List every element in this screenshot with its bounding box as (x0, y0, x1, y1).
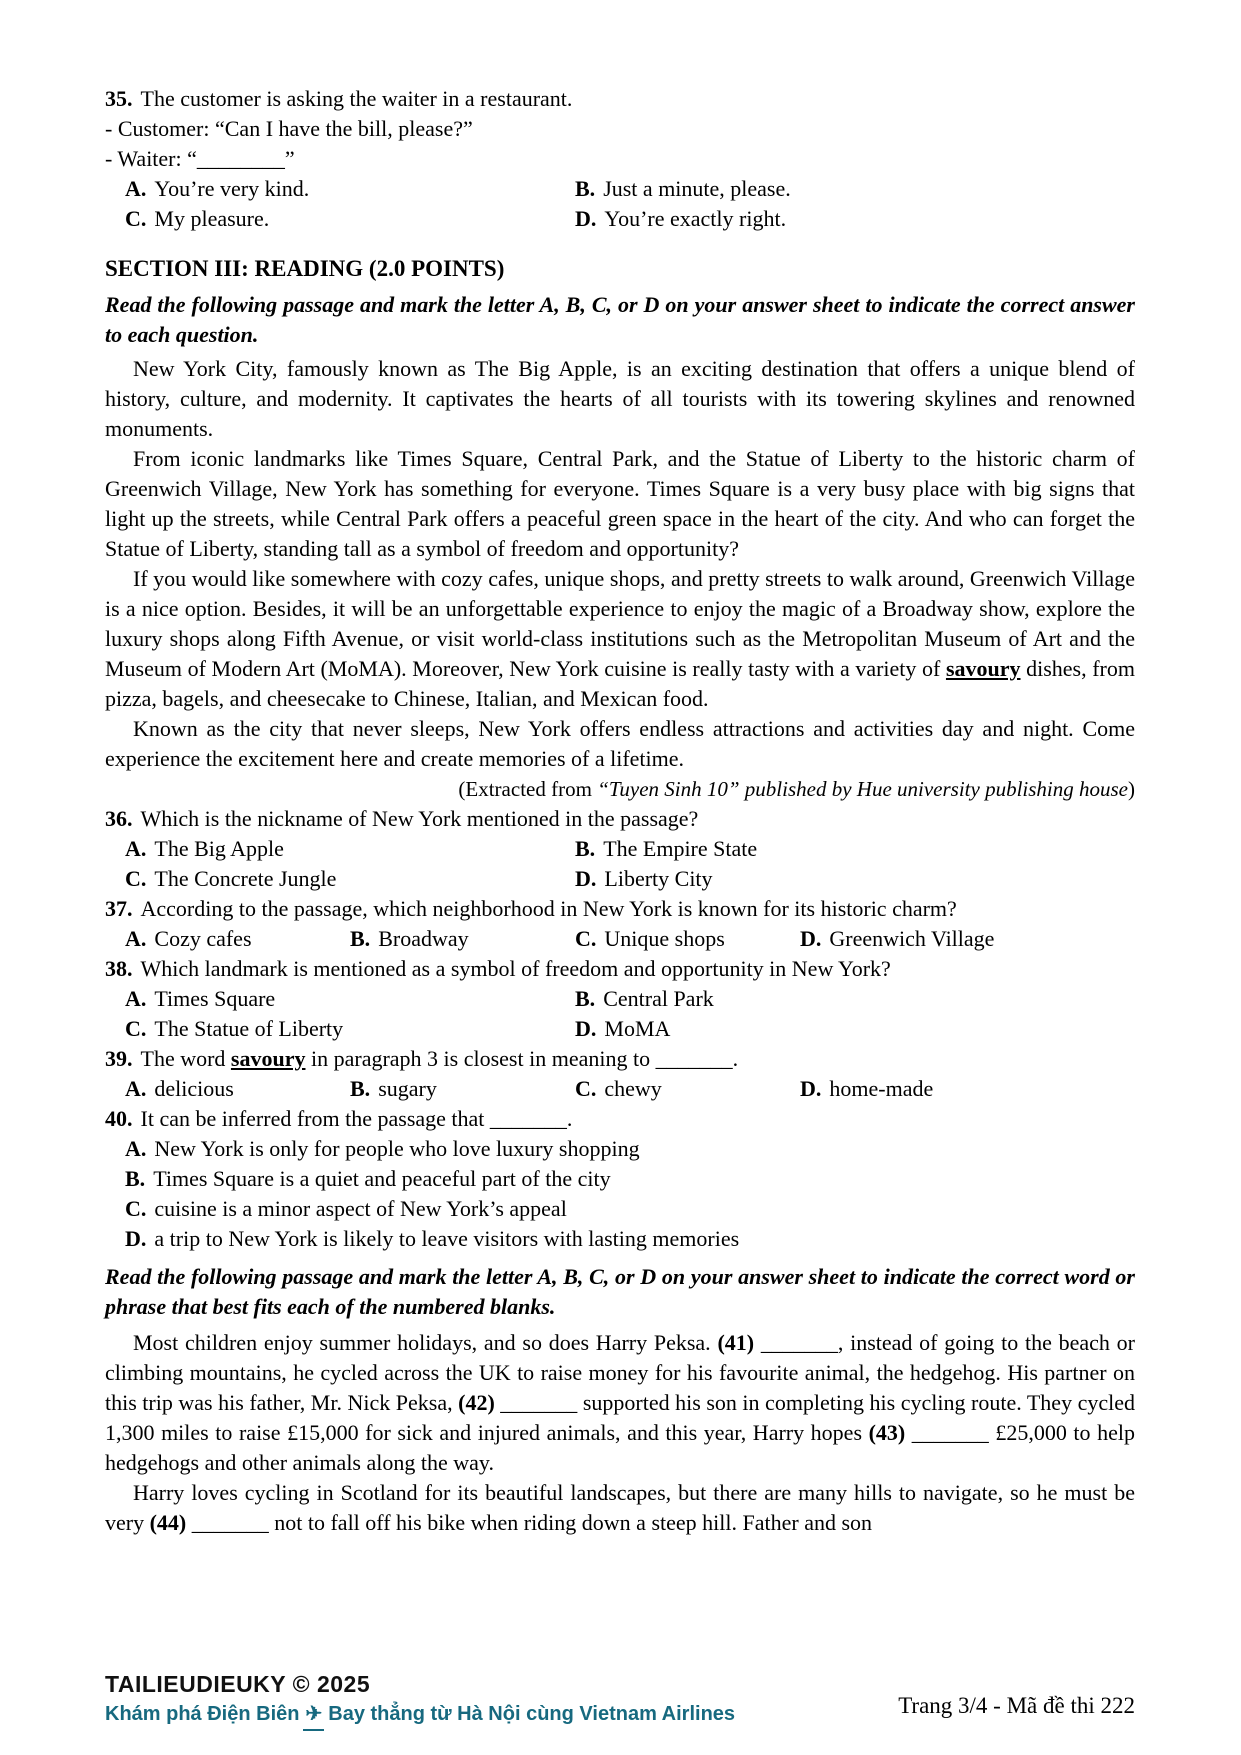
question-35 (105, 84, 1135, 234)
question-40 (105, 1104, 1135, 1254)
question-39-options (105, 1074, 1135, 1104)
blank-44: (44) (149, 1510, 187, 1535)
passage-paragraph-4: Known as the city that never sleeps, New York offers endless attractions and activities day and night. Come experience the excitement here and create memories of a lifetime. (105, 716, 1135, 771)
question-39-stem: 39. The word savoury in paragraph 3 is closest in meaning to _______. (105, 1046, 739, 1071)
question-35-stem (105, 84, 1135, 114)
dialogue-customer-line: - Customer: “Can I have the bill, please?” (105, 116, 473, 141)
blank-42: (42) (458, 1390, 495, 1415)
option-c: C. Unique shops (575, 926, 725, 951)
blank-43: (43) (868, 1420, 906, 1445)
option-b: B. Central Park (575, 986, 714, 1011)
question-38-options (105, 984, 1135, 1044)
question-number: 39. (105, 1046, 133, 1071)
question-number: 40. (105, 1106, 133, 1131)
option-d: D. MoMA (575, 1016, 671, 1041)
question-36-stem (105, 804, 1135, 834)
question-38-stem (105, 954, 1135, 984)
page-number: Trang 3/4 - Mã đề thi 222 (898, 1693, 1135, 1718)
question-36-options (105, 834, 1135, 894)
passage-paragraph-3: If you would like somewhere with cozy cafes, unique shops, and pretty streets to walk around, Greenwich Village is a nice option. Besides, it will be an unforgettable experience to enjoy the magic of a Broadway show, explore the luxury shops along Fifth Avenue, or visit world-class institutions such as the Metropolitan Museum of Art and the Museum of Modern Art (MoMA). Moreover, New York cuisine is really tasty with a variety of savoury dishes, from pizza, bagels, and cheesecake to Chinese, Italian, and Mexican food. (105, 566, 1135, 711)
question-number: 36. (105, 806, 133, 831)
option-a: A. delicious (125, 1076, 234, 1101)
section-title: SECTION III: READING (2.0 POINTS) (105, 256, 505, 281)
passage-paragraph-1: New York City, famously known as The Big Apple, is an exciting destination that offers a unique blend of history, culture, and modernity. It captivates the hearts of all tourists with its towering skylines and renowned monuments. (105, 356, 1135, 441)
option-b: B. Broadway (350, 926, 469, 951)
brand-logo: TAILIEUDIEUKY © 2025 (105, 1671, 371, 1697)
question-39 (105, 1044, 1135, 1104)
option-a: A. The Big Apple (125, 836, 284, 861)
option-a: A. Times Square (125, 986, 276, 1011)
cloze-paragraph-1: Most children enjoy summer holidays, and so does Harry Peksa. (41) _______, instead of going to the beach or climbing mountains, he cycled across the UK to raise money for his favourite animal, the hedgehog. His partner on this trip was his father, Mr. Nick Peksa, (42) _______ supported his son in completing his cycling route. They cycled 1,300 miles to raise £15,000 for sick and injured animals, and this year, Harry hopes (43) _______ £25,000 to help hedgehogs and other animals along the way. (105, 1330, 1136, 1475)
question-35-options (105, 174, 1135, 234)
passage-source: (Extracted from “Tuyen Sinh 10” published by Hue university publishing house) (458, 777, 1135, 801)
footer-left (105, 1669, 735, 1731)
keyword-savoury: savoury (230, 1046, 306, 1071)
question-number: 37. (105, 896, 133, 921)
dialogue-waiter-line: - Waiter: “________” (105, 146, 295, 171)
option-b: B. Times Square is a quiet and peaceful part of the city (125, 1166, 611, 1191)
question-number: 38. (105, 956, 133, 981)
question-37-stem (105, 894, 1135, 924)
blank-41: (41) (717, 1330, 755, 1355)
question-text: According to the passage, which neighborhood in New York is known for its historic charm? (140, 896, 957, 921)
question-37-options (105, 924, 1135, 954)
option-d: D. home-made (800, 1076, 934, 1101)
page-footer (105, 1669, 1135, 1731)
question-number: 35. (105, 86, 133, 111)
option-d: D. You’re exactly right. (575, 206, 787, 231)
option-c: C. The Concrete Jungle (125, 866, 337, 891)
option-c: C. cuisine is a minor aspect of New York’s appeal (125, 1196, 567, 1221)
option-d: D. a trip to New York is likely to leave visitors with lasting memories (125, 1226, 740, 1251)
question-40-options (105, 1134, 1135, 1254)
question-40-stem (105, 1104, 1135, 1134)
question-37 (105, 894, 1135, 954)
footer-ad-link[interactable]: Khám phá Điện Biên ✈ Bay thẳng từ Hà Nội cùng Vietnam Airlines (105, 1699, 735, 1731)
option-c: C. The Statue of Liberty (125, 1016, 344, 1041)
exam-content (105, 84, 1135, 1538)
reading-instruction-2: Read the following passage and mark the letter A, B, C, or D on your answer sheet to indicate the correct word or phrase that best fits each of the numbered blanks. (105, 1264, 1135, 1319)
question-38 (105, 954, 1135, 1044)
option-a: A. You’re very kind. (125, 176, 310, 201)
option-a: A. New York is only for people who love luxury shopping (125, 1136, 640, 1161)
option-b: B. sugary (350, 1076, 437, 1101)
question-text: It can be inferred from the passage that _______. (140, 1106, 573, 1131)
question-text: Which is the nickname of New York mentioned in the passage? (140, 806, 699, 831)
option-d: D. Liberty City (575, 866, 713, 891)
keyword-savoury: savoury (945, 656, 1021, 681)
question-text: Which landmark is mentioned as a symbol of freedom and opportunity in New York? (140, 956, 891, 981)
question-text: The customer is asking the waiter in a restaurant. (140, 86, 573, 111)
option-b: B. Just a minute, please. (575, 176, 791, 201)
question-36 (105, 804, 1135, 894)
option-c: C. My pleasure. (125, 206, 270, 231)
airplane-icon: ✈ (303, 1699, 324, 1731)
option-c: C. chewy (575, 1076, 662, 1101)
option-d: D. Greenwich Village (800, 926, 995, 951)
option-b: B. The Empire State (575, 836, 758, 861)
reading-instruction-1: Read the following passage and mark the letter A, B, C, or D on your answer sheet to indicate the correct answer to each question. (105, 292, 1135, 347)
passage-paragraph-2: From iconic landmarks like Times Square, Central Park, and the Statue of Liberty to the historic charm of Greenwich Village, New York has something for everyone. Times Square is a very busy place with big signs that light up the streets, while Central Park offers a peaceful green space in the heart of the city. And who can forget the Statue of Liberty, standing tall as a symbol of freedom and opportunity? (105, 446, 1135, 561)
cloze-paragraph-2: Harry loves cycling in Scotland for its beautiful landscapes, but there are many hills to navigate, so he must be very (44) _______ not to fall off his bike when riding down a steep hill. Father and son (105, 1480, 1135, 1535)
option-a: A. Cozy cafes (125, 926, 252, 951)
